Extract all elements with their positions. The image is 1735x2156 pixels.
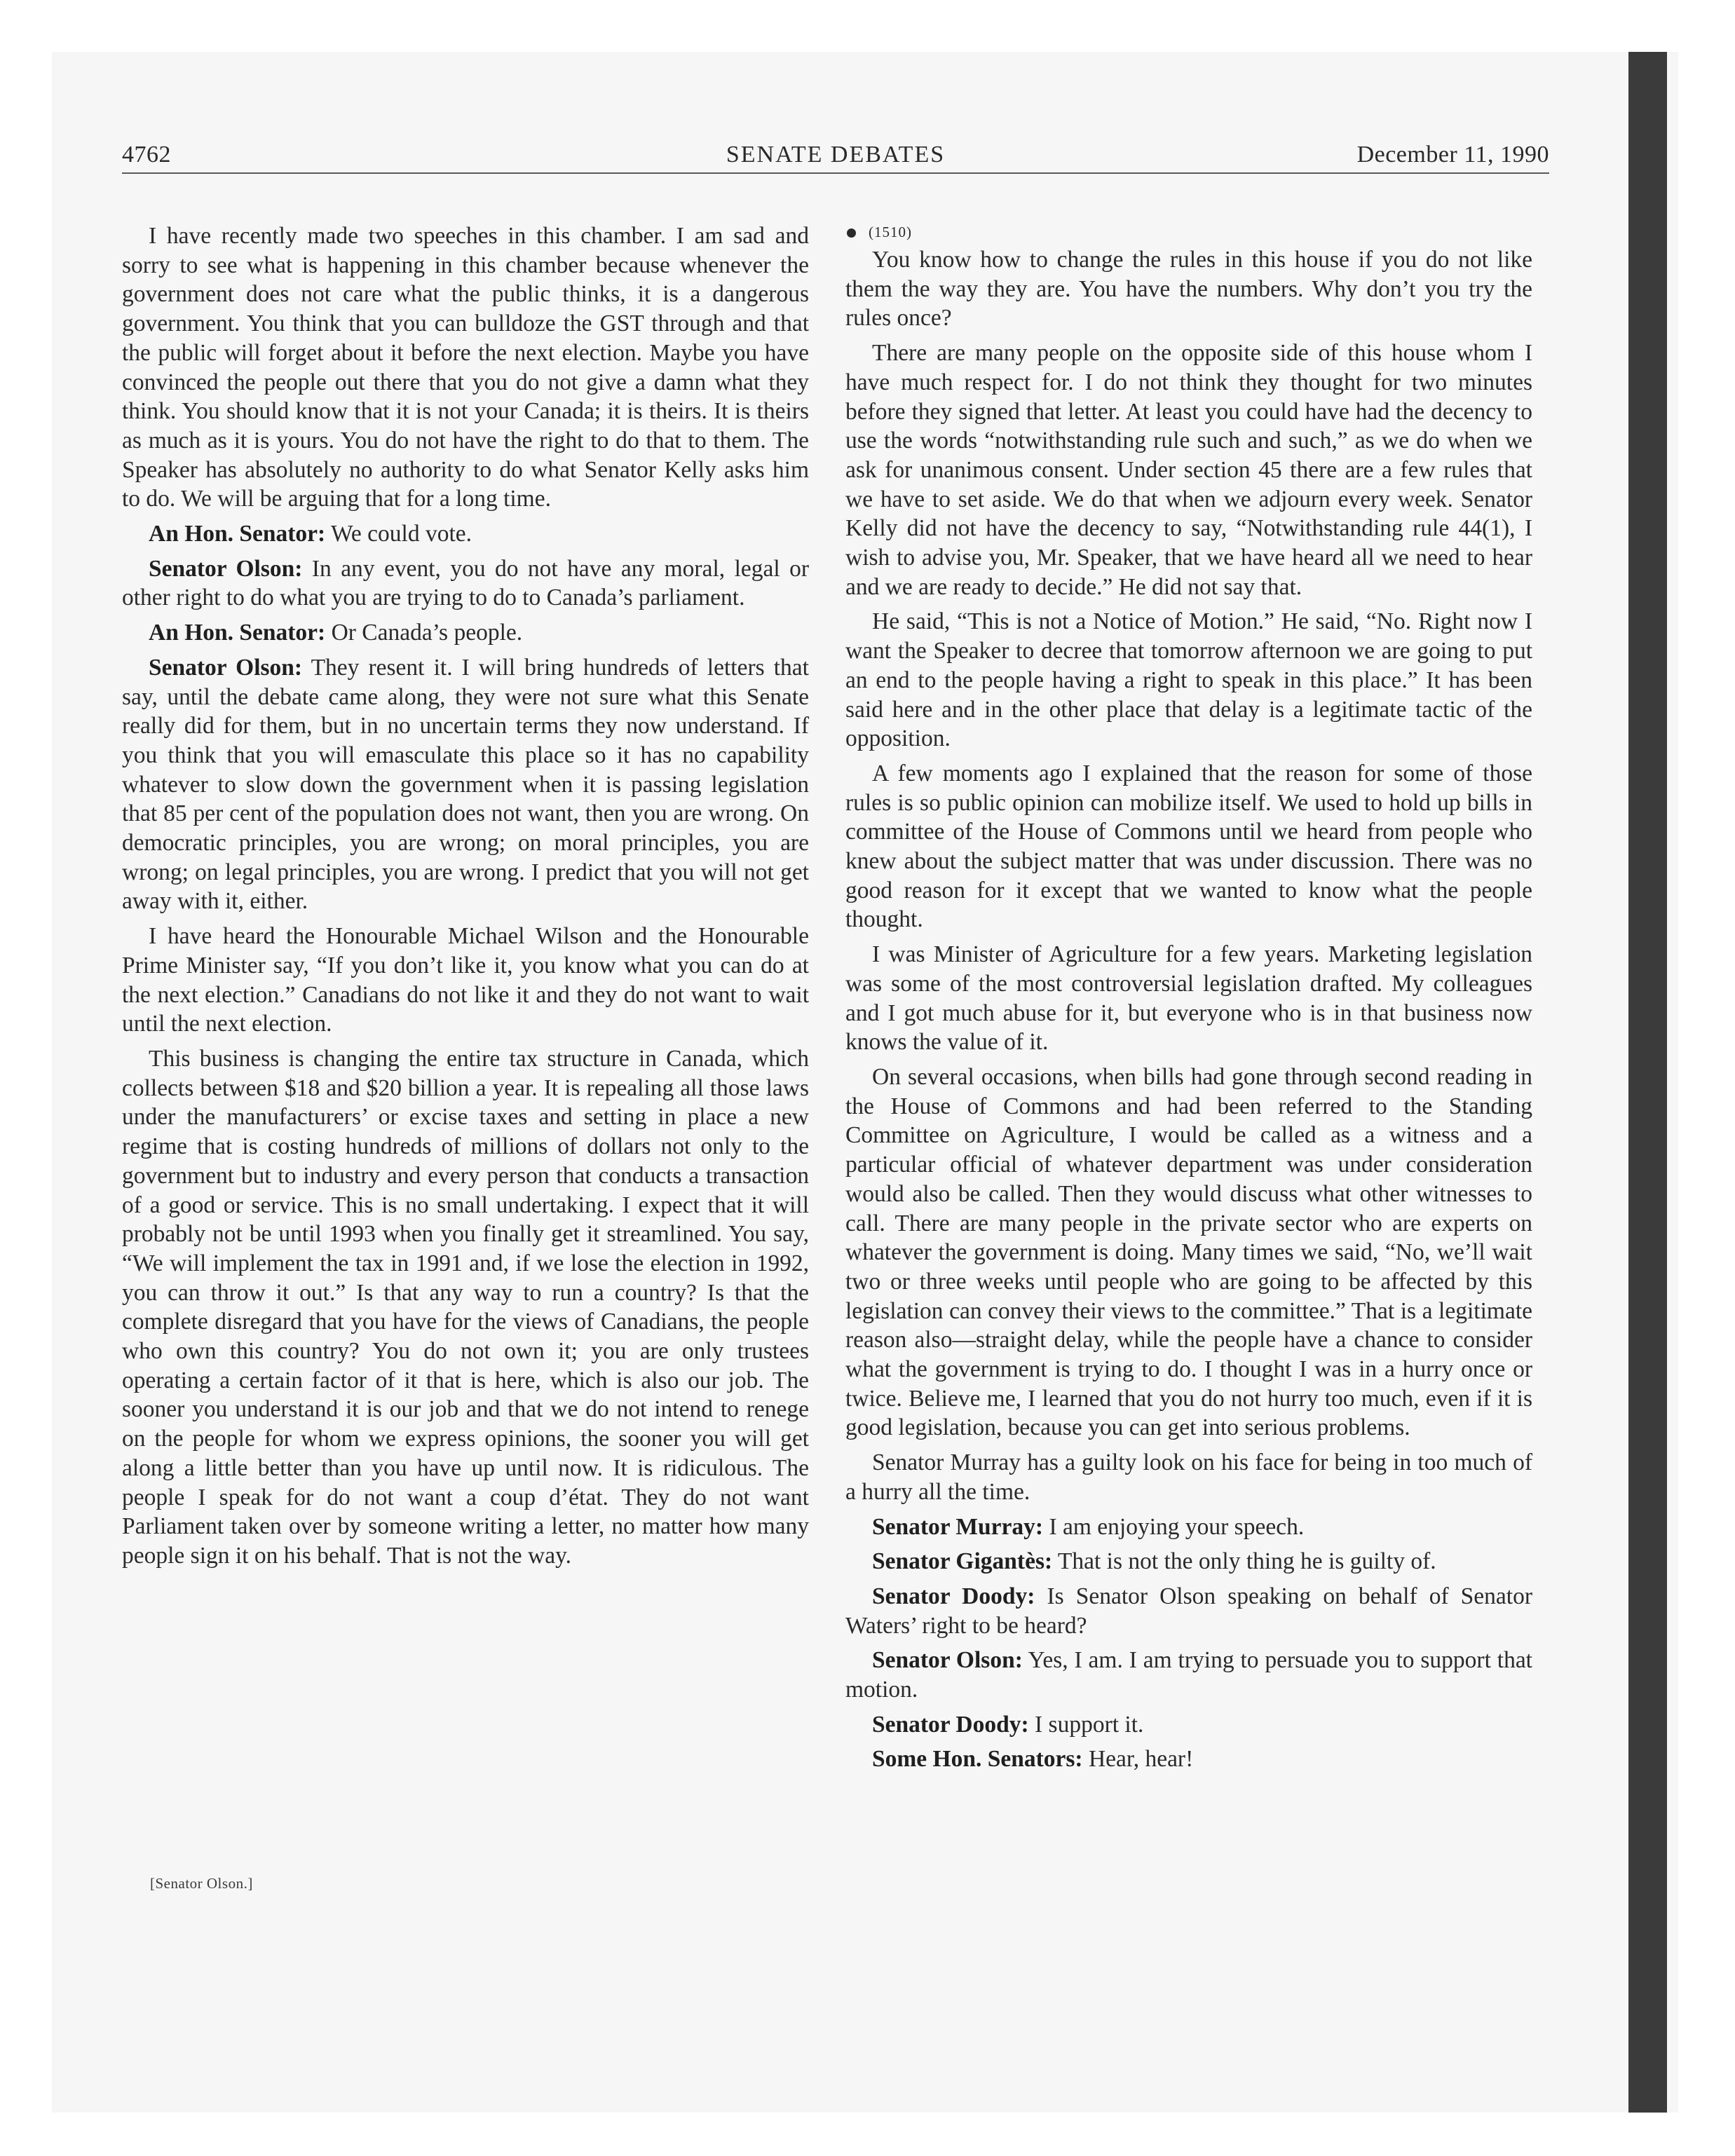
paragraph <box>845 1063 1532 1442</box>
paragraph-text: Yes, I am. I am trying to persuade you to support that motion. <box>845 1647 1532 1703</box>
paragraph <box>845 1710 1532 1740</box>
speaker-name: Senator Gigantès: <box>872 1548 1053 1575</box>
paragraph <box>122 221 809 514</box>
paragraph-text: I am enjoying your speech. <box>1049 1513 1305 1540</box>
page-number: 4762 <box>122 142 171 168</box>
paragraph-text: There are many people on the opposite side of this house whom I have much respect for. I do not think they thought for two minutes before they signed that letter. At least you could have had the decency to use the words “notwithstanding rule such and such,” as we do when we ask for unanimous consent. Under section 45 there are a few rules that we have to set aside. We do that when we adjourn every week. Senator Kelly did not have the decency to say, “Notwithstanding rule 44(1), I wish to advise you, Mr. Speaker, that we have heard all we need to hear and we are ready to decide.” He did not say that. <box>845 340 1532 600</box>
time-stamp <box>845 221 1532 243</box>
paragraph-text: Is Senator Olson speaking on behalf of Senator Waters’ right to be heard? <box>845 1583 1533 1639</box>
speaker-name: Senator Olson: <box>149 555 303 582</box>
paragraph <box>122 618 809 648</box>
paragraph-text: In any event, you do not have any moral, legal or other right to do what you are trying to do to Canada’s parliament. <box>122 555 809 611</box>
paragraph-text: They resent it. I will bring hundreds of letters that say, until the debate came along, they were not sure what this Senate really did for them, but in no uncertain terms they now understand. If you think that you will emasculate this place so it has no capability whatever to slow down the government when it is passing legislation that 85 per cent of the population does not want, then you are wrong. On democratic principles, you are wrong; on moral principles, you are wrong; on legal principles, you are wrong. I predict that you will not get away with it, either. <box>122 654 809 915</box>
paragraph <box>122 554 809 613</box>
publication-title: SENATE DEBATES <box>726 142 946 168</box>
speaker-name: Senator Olson: <box>872 1647 1023 1674</box>
paragraph <box>122 653 809 916</box>
speaker-name: An Hon. Senator: <box>149 521 326 547</box>
paragraph <box>845 1513 1532 1542</box>
speaker-footnote: [Senator Olson.] <box>150 1875 253 1892</box>
paragraph <box>845 1582 1532 1640</box>
paragraph-text: We could vote. <box>330 521 472 547</box>
paragraph <box>845 607 1532 753</box>
paragraph-text: I was Minister of Agriculture for a few years. Marketing legislation was some of the most controversial legislation drafted. My colleagues and I got much abuse for it, but everyone who is in that business now knows the value of it. <box>845 941 1532 1056</box>
paragraph <box>845 245 1532 333</box>
speaker-name: Some Hon. Senators: <box>872 1746 1083 1773</box>
paragraph-text: I support it. <box>1035 1711 1144 1738</box>
speaker-name: Senator Doody: <box>872 1583 1035 1609</box>
paragraph-text: Senator Murray has a guilty look on his face for being in too much of a hurry all the time. <box>845 1449 1532 1505</box>
paragraph-text: Or Canada’s people. <box>331 620 523 646</box>
paragraph-text: A few moments ago I explained that the reason for some of those rules is so public opinion can mobilize itself. We used to hold up bills in committee of the House of Commons until we heard from people who knew about the subject matter that was under discussion. There was no good reason for it except that we wanted to know what the people thought. <box>845 760 1532 933</box>
paragraph <box>845 1547 1532 1576</box>
paragraph-text: I have heard the Honourable Michael Wilson and the Honourable Prime Minister say, “If you don’t like it, you know what you can do at the next election.” Canadians do not like it and they do not want to wait until the next election. <box>122 923 809 1037</box>
paragraph <box>845 339 1532 601</box>
paragraph <box>845 1646 1532 1704</box>
speaker-name: Senator Doody: <box>872 1711 1029 1738</box>
page-date: December 11, 1990 <box>1356 142 1549 168</box>
paragraph <box>122 922 809 1039</box>
paragraph-text: This business is changing the entire tax structure in Canada, which collects between $18 and $20 billion a year. It is repealing all those laws under the manufacturers’ or excise taxes and setting in place a new regime that is costing hundreds of millions of dollars not only to the government but to industry and every person that conducts a transaction of a good or service. This is no small undertaking. I expect that it will probably not be until 1993 when you finally get it streamlined. You say, “We will implement the tax in 1991 and, if we lose the election in 1992, you can throw it out.” Is that any way to run a country? Is that the complete disregard that you have for the views of Canadians, the people who own this country? You do not own it; you are only trustees operating a certain factor of it that is here, which is also our job. The sooner you understand it is our job and that we do not intend to renege on the people for whom we express opinions, the sooner you will get along a little better than you have up until now. It is ridiculous. The people I speak for do not want a coup d’état. They do not want Parliament taken over by someone writing a letter, no matter how many people sign it on his behalf. That is not the way. <box>122 1045 809 1569</box>
paragraph-text: He said, “This is not a Notice of Motion.” He said, “No. Right now I want the Speaker to decree that tomorrow afternoon we are going to put an end to the people having a right to speak in this place.” It has been said here and in the other place that delay is a legitimate tactic of the opposition. <box>845 608 1532 752</box>
left-column <box>122 221 809 1576</box>
speaker-name: Senator Murray: <box>872 1513 1044 1540</box>
speaker-name: Senator Olson: <box>149 654 303 681</box>
paragraph <box>122 519 809 549</box>
right-column <box>845 221 1532 1780</box>
paragraph <box>122 1044 809 1571</box>
paragraph <box>845 940 1532 1057</box>
paragraph <box>845 759 1532 934</box>
paragraph-text: On several occasions, when bills had gone through second reading in the House of Commons and had been referred to the Standing Committee on Agriculture, I would be called as a witness and a particular official of whatever department was under consideration would also be called. Then they would discuss what other witnesses to call. There are many people in the private sector who are experts on whatever the government is doing. Many times we said, “No, we’ll wait two or three weeks until people who are going to be affected by this legislation can convey their views to the committee.” That is a legitimate reason also—straight delay, while the people have a chance to consider what the government is trying to do. I thought I was in a hurry once or twice. Believe me, I learned that you do not hurry too much, even if it is good legislation, because you can get into serious problems. <box>845 1063 1532 1441</box>
paragraph-text: Hear, hear! <box>1088 1746 1194 1773</box>
paragraph <box>845 1745 1532 1774</box>
page-header <box>122 137 1549 172</box>
header-rule <box>122 172 1549 174</box>
time-stamp-text: (1510) <box>869 224 912 240</box>
paragraph-text: You know how to change the rules in this house if you do not like them the way they are. You have the numbers. Why don’t you try the rules once? <box>845 247 1532 332</box>
paragraph <box>845 1448 1532 1506</box>
bullet-icon <box>847 228 856 238</box>
speaker-name: An Hon. Senator: <box>149 620 326 646</box>
scan-edge-bar <box>1628 52 1667 2113</box>
paragraph-text: I have recently made two speeches in this chamber. I am sad and sorry to see what is happening in this chamber because whenever the government does not care what the public thinks, it is a dangerous government. You think that you can bulldoze the GST through and that the public will forget about it before the next election. Maybe you have convinced the people out there that you do not give a damn what they think. You should know that it is not your Canada; it is theirs. It is theirs as much as it is yours. You do not have the right to do that to them. The Speaker has absolutely no authority to do what Senator Kelly asks him to do. We will be arguing that for a long time. <box>122 223 809 512</box>
paragraph-text: That is not the only thing he is guilty of. <box>1057 1548 1436 1575</box>
